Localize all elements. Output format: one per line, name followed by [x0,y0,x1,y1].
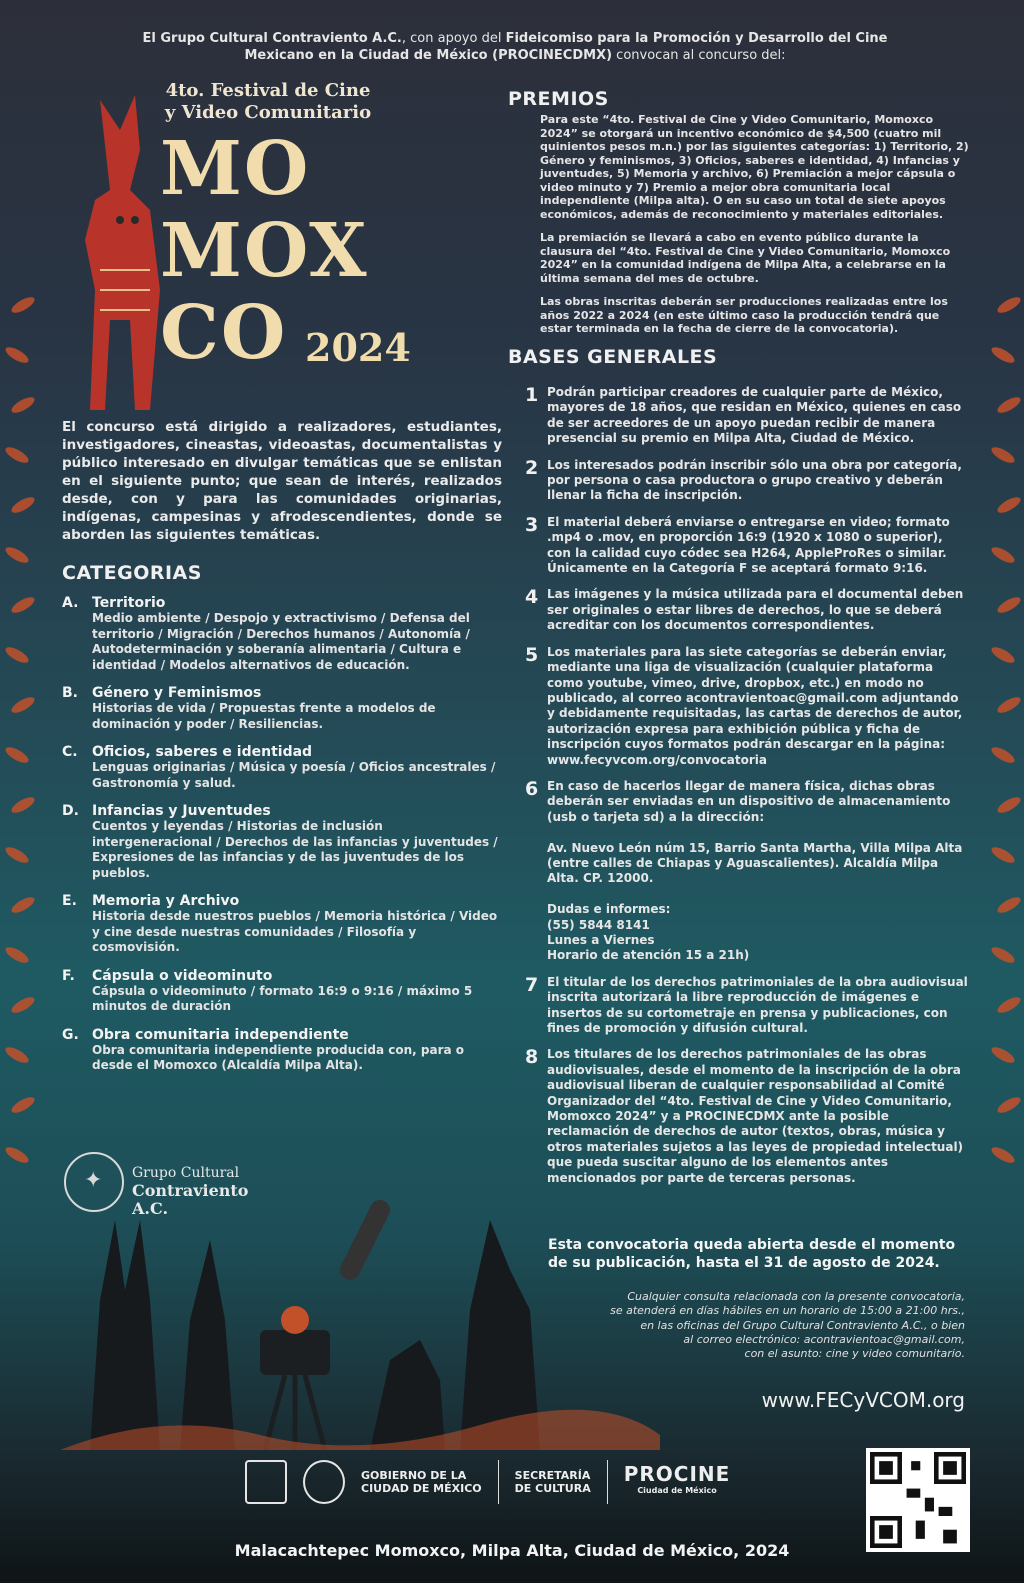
sec-line1: SECRETARÍA [514,1469,591,1482]
logo-word-3: CO [160,290,288,376]
festival-line1: 4to. Festival de Cine [165,80,371,101]
base-item [525,515,970,577]
category-item [62,685,502,732]
leaf-icon [989,344,1017,366]
base-text: El titular de los derechos patrimoniales de la obra audiovisual inscrita autorizará la libre reproducción de imágenes e insertos de su cortometraje en prensa y publicaciones, con fines de promoción y difusión cultural. [547,974,968,1036]
category-item [62,803,502,881]
category-name: Memoria y Archivo [92,893,240,909]
category-body: Obra comunitaria independiente producida con, para o desde el Momoxco (Alcaldía Milpa Alta). [92,1042,465,1072]
base-item [525,975,970,1037]
base-text: El material deberá enviarse o entregarse en video; formato .mp4 o .mov, en proporción 16:9 (1920 x 1080 o superior), con la calidad cuyo códec sea H264, AppleProRes o similar. Únicamente en la Categoría F se aceptará formato 9:16. [547,514,950,576]
leaf-icon [9,994,37,1016]
base-number: 2 [525,456,539,479]
gob-line1: GOBIERNO DE LA [361,1469,467,1482]
description: El concurso está dirigido a realizadores, estudiantes, investigadores, cineastas, videoastas, documentalistas y público interesado en divulgar temáticas que se enlistan en el siguiente punto; que sean de interés, realizados desde, con y para las comunidades originarias, indígenas, campesinas y afrodescendientes, donde se aborden las siguientes temáticas. [62,419,502,543]
sponsor-logos [245,1452,805,1512]
leaf-icon [995,994,1023,1016]
category-body: Historias de vida / Propuestas frente a modelos de dominación y poder / Resiliencias. [92,701,436,731]
category-letter: B. [62,685,78,701]
base-item [525,645,970,768]
leaf-icon [989,644,1017,666]
bases-title: BASES GENERALES [508,346,718,368]
base-item [525,779,970,964]
logo-word-1: MO [160,126,311,212]
leaf-icon [995,894,1023,916]
category-item [62,968,502,1015]
leaf-icon [989,1044,1017,1066]
bases-list [525,385,970,1197]
base-text: Las imágenes y la música utilizada para el documental deben ser originales o estar libres de derechos, lo que se deberá acreditar con los documentos correspondientes. [547,587,964,633]
base-text: En caso de hacerlos llegar de manera física, dichas obras deberán ser enviadas en un dispositivo de almacenamiento (usb o tarjeta sd) a la dirección: Av. Nuevo León núm 15, Barrio Santa Martha, Villa Milpa Alta (entre calles de Chiapas y Aguascalientes). Alcaldía Milpa Alta. CP. 12000. Dudas e informes: (55) 5844 8141 Lunes a Viernes Horario de atención 15 a 21h) [547,778,963,963]
category-name: Obra comunitaria independiente [92,1026,349,1043]
leaf-icon [989,844,1017,866]
leaf-icon [989,444,1017,466]
leaf-icon [3,444,31,466]
category-name: Territorio [92,595,166,611]
leaf-icon [9,694,37,716]
closing-text: Esta convocatoria queda abierta desde el momento de su publicación, hasta el 31 de agosto de 2024. [548,1237,956,1271]
categorias-title: CATEGORIAS [62,562,202,584]
intro-text [120,30,910,64]
base-number: 4 [525,586,539,609]
leaf-icon [3,344,31,366]
leaf-icon [9,294,37,316]
logo-year: 2024 [305,325,411,370]
leaf-icon [9,894,37,916]
website-link[interactable]: www.FECyVCOM.org [761,1388,965,1412]
base-number: 7 [525,973,539,996]
grupo-logo-line2: Contraviento A.C. [132,1181,249,1218]
category-letter: C. [62,744,78,760]
festival-line2: y Video Comunitario [164,102,372,123]
category-item [62,893,502,956]
leaf-icon [3,744,31,766]
category-body: Medio ambiente / Despojo y extractivismo / Defensa del territorio / Migración / Derechos humanos / Autonomía / Autodeterminación y soberanía alimentaria / Cultura e identidad / Modelos alternativos de educación. [92,611,470,672]
base-number: 5 [525,643,539,666]
category-head [62,803,502,819]
hummingbird-icon: ✦ [64,1152,124,1212]
leaf-icon [9,1094,37,1116]
base-number: 6 [525,777,539,800]
category-name: Género y Feminismos [92,685,262,701]
leaf-icon [995,494,1023,516]
category-letter: A. [62,595,79,611]
category-body: Historia desde nuestros pueblos / Memoria histórica / Video y cine desde nuestras comunidades / Filosofía y cosmovisión. [92,909,498,954]
leaf-icon [995,594,1023,616]
leaf-icon [995,694,1023,716]
category-name: Infancias y Juventudes [92,803,271,819]
animals-filming-illustration [60,1180,660,1450]
leaf-icon [989,1144,1017,1166]
category-letter: G. [62,1026,79,1043]
premios-p1: Para este “4to. Festival de Cine y Video Comunitario, Momoxco 2024” se otorgará un incentivo económico de $4,500 (cuatro mil quinientos pesos m.n.) por las siguientes categorías: 1) Territorio, 2) Género y feminismos, 3) Oficios, saberes e identidad, 4) Infancias y juventudes, 5) Memoria y archivo, 6) Premiación a mejor cápsula o video minuto y 7) Premio a mejor obra comunitaria local independiente (Milpa alta). O en su caso un total de siete apoyos económicos, además de reconocimiento y materiales editoriales. [540,113,969,221]
leaf-icon [995,294,1023,316]
base-text: Los materiales para las siete categorías se deberán enviar, mediante una liga de visualización (cualquier plataforma como youtube, vimeo, drive, dropbox, etc.) en modo no publicado, al correo acontravientoac@gmail.com adjuntando y debidamente requisitadas, las cartas de derechos de autor, autorización expresa para exhibición pública y ficha de inscripción cuyos formatos podrán descargar en la página: www.fecyvcom.org/convocatoria [547,644,963,767]
leaf-icon [3,1144,31,1166]
base-number: 1 [525,384,539,406]
category-head [62,685,502,701]
category-head [62,968,502,984]
category-letter: D. [62,803,79,819]
sponsor-divider [498,1460,499,1504]
procine-sub: Ciudad de México [637,1485,717,1495]
base-text: Podrán participar creadores de cualquier parte de México, mayores de 18 años, que residan en México, quienes en caso de ser acreedores de un apoyo puedan recibir de manera presencial su premio en Milpa Alta, Ciudad de México. [547,385,962,446]
category-letter: E. [62,893,77,909]
base-text: Los titulares de los derechos patrimoniales de las obras audiovisuales, desde el momento de la inscripción de la obra audiovisual liberan de cualquier responsabilidad al Comité Organizador del “4to. Festival de Cine y Video Comunitario, Momoxco 2024” y a PROCINECDMX ante la posible reclamación de derechos de autor (textos, obras, música y otros materiales sujetos a las leyes de propiedad intelectual) que pueda suscitar alguno de los elementos antes mencionados por parte de terceras personas. [547,1047,964,1185]
coat-of-arms-icon [245,1460,287,1504]
base-item [525,1047,970,1186]
leaf-icon [9,794,37,816]
category-name: Oficios, saberes e identidad [92,744,313,760]
categories-list [62,595,502,1086]
leaf-icon [9,394,37,416]
leaf-icon [9,594,37,616]
leaf-icon [995,1094,1023,1116]
procine-logo: PROCINE [623,1461,731,1486]
leaf-icon [3,644,31,666]
logo-word-2: MOX [160,208,369,294]
leaf-icon [989,544,1017,566]
base-item [525,587,970,633]
intro-tail: convocan al concurso del: [612,48,786,63]
premios-p3: Las obras inscritas deberán ser producciones realizadas entre los años 2022 a 2024 (en este último caso la producción tendrá que estar terminada en la fecha de cierre de la convocatoria). [540,295,948,335]
consult-text: Cualquier consulta relacionada con la presente convocatoria, se atenderá en días hábiles en un horario de 15:00 a 21:00 hrs., en las oficinas del Grupo Cultural Contraviento A.C., o bien al correo electrónico: acontravientoac@gmail.com, con el asunto: cine y video comunitario. [610,1290,965,1361]
left-floral-border [0,300,38,1200]
base-item [525,458,970,504]
leaf-icon [995,794,1023,816]
right-floral-border [986,300,1024,1200]
leaf-icon [3,944,31,966]
premios-p2: La premiación se llevará a cabo en evento público durante la clausura del “4to. Festival de Cine y Video Comunitario, Momoxco 2024” en la comunidad indígena de Milpa Alta, a celebrarse en la última semana del mes de octubre. [540,231,951,285]
sec-line2: DE CULTURA [514,1482,591,1495]
leaf-icon [3,544,31,566]
leaf-icon [995,394,1023,416]
category-head [62,595,502,611]
category-body: Cuentos y leyendas / Historias de inclusión intergeneracional / Derechos de las infancias y juventudes / Expresiones de las infancias y de las juventudes de los pueblos. [92,819,498,880]
grupo-logo-line1: Grupo Cultural [132,1165,240,1181]
gob-line2: CIUDAD DE MÉXICO [361,1482,482,1495]
category-item [62,744,502,791]
intro-org: El Grupo Cultural Contraviento A.C. [142,31,402,46]
category-body: Lenguas originarias / Música y poesía / Oficios ancestrales / Gastronomía y salud. [92,760,496,790]
festival-name [128,80,408,124]
category-item [62,595,502,673]
category-head [62,1027,502,1043]
sponsor-divider [607,1460,608,1504]
leaf-icon [3,844,31,866]
intro-fund: Fideicomiso para la Promoción y Desarrollo del Cine Mexicano en la Ciudad de México (PROCINECDMX) [244,31,888,63]
base-number: 8 [525,1046,539,1069]
leaf-icon [989,744,1017,766]
premios-title: PREMIOS [508,88,609,110]
deer-illustration [80,90,170,420]
category-body: Cápsula o videominuto / formato 16:9 o 9:16 / máximo 5 minutos de duración [92,983,473,1013]
base-number: 3 [525,513,539,536]
premios-text [540,113,970,346]
category-item [62,1027,502,1074]
base-text: Los interesados podrán inscribir sólo una obra por categoría, por persona o casa productora o grupo creativo y deberán llenar la ficha de inscripción. [547,457,962,503]
cdmx-logo-icon [303,1460,345,1504]
leaf-icon [3,1044,31,1066]
category-head [62,744,502,760]
leaf-icon [989,944,1017,966]
leaf-icon [9,494,37,516]
category-name: Cápsula o videominuto [92,967,273,984]
footer-location: Malacachtepec Momoxco, Milpa Alta, Ciudad de México, 2024 [234,1541,790,1560]
qr-code-icon[interactable] [866,1448,970,1552]
base-item [525,385,970,447]
category-letter: F. [62,967,75,984]
intro-mid: , con apoyo del [401,31,506,46]
category-head [62,893,502,909]
